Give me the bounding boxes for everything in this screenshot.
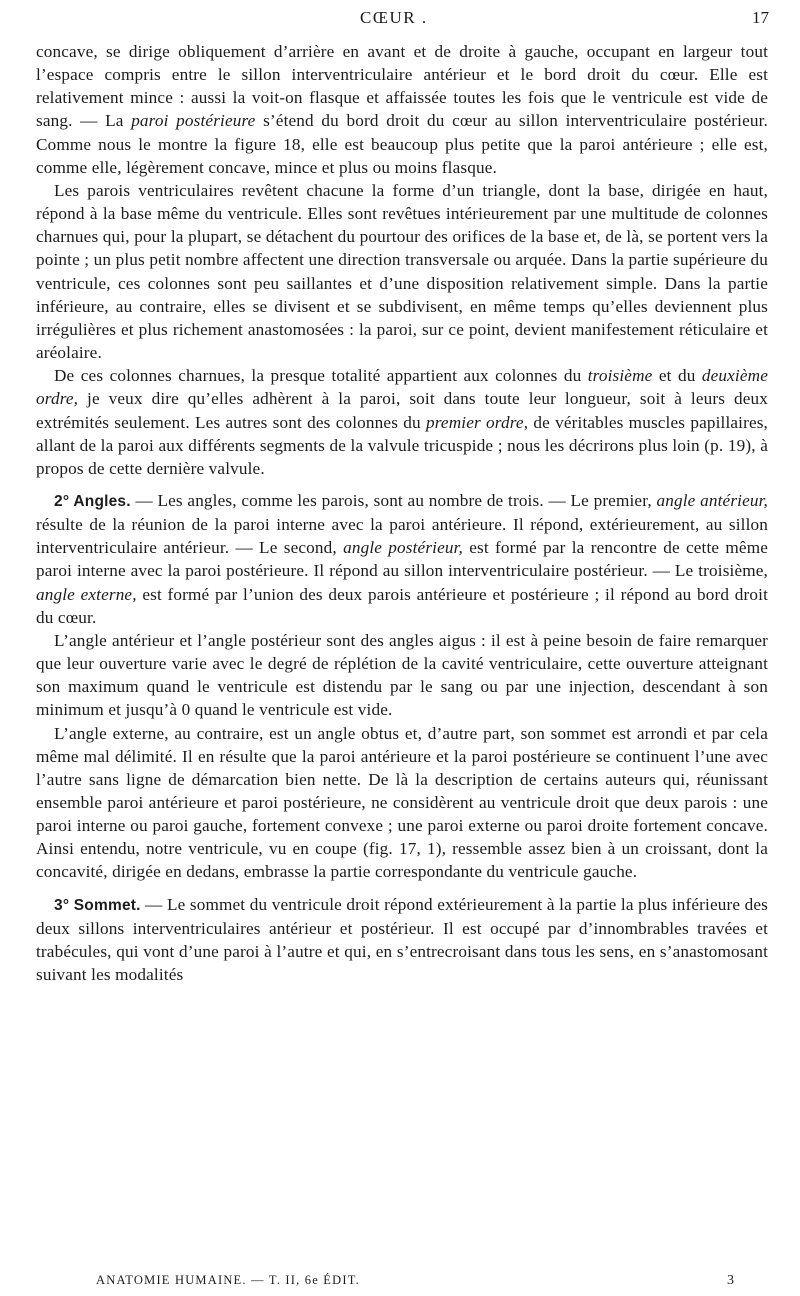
paragraph-text: est formé par la rencontre de cette même paroi interne avec la paroi postérieure. Il répond au sillon interventriculaire postérieur. — Le troisième, (36, 538, 769, 581)
paragraph-angles-aigus (36, 629, 768, 722)
italic-term: angle externe, (36, 584, 137, 604)
page-footer (0, 1273, 800, 1293)
italic-term: angle antérieur, (656, 490, 768, 510)
paragraph-colonnes-charnues (36, 364, 768, 480)
paragraph-text: L’angle antérieur et l’angle postérieur sont des angles aigus : il est à peine besoin de faire remarquer que leur ouverture varie avec le degré de réplétion de la cavité ventriculaire, cette ouverture atteignant son maximum quand le ventricule est distendu par le sang ou par une injection, descendant à son minimum et jusqu’à 0 quand le ventricule est vide. (36, 630, 768, 720)
paragraph-text: Les parois ventriculaires revêtent chacune la forme d’un triangle, dont la base, dirigée en haut, répond à la base même du ventricule. Elles sont revêtues intérieurement par une multitude de colonnes charnues qui, pour la plupart, se détachent du pourtour des orifices de la base et, de là, se portent vers la pointe ; un plus petit nombre affectent une direction transversale ou arquée. Dans la partie supérieure du ventricule, ces colonnes sont peu saillantes et d’une disposition relativement simple. Dans la partie inférieure, au contraire, elles se divisent et se subdivisent, en même temps qu’elles deviennent plus irrégulières et plus richement anastomosées : la paroi, sur ce point, devient manifestement réticulaire et aréolaire. (36, 180, 768, 363)
paragraph-text: L’angle externe, au contraire, est un angle obtus et, d’autre part, son sommet est arrondi et par cela même mal délimité. Il en résulte que la paroi antérieure et la paroi postérieure se continuent l’une avec l’autre sans ligne de démarcation bien nette. De là la description de certains auteurs qui, réunissant ensemble paroi antérieure et paroi postérieure, ne considèrent au ventricule droit que deux parois : une paroi interne ou paroi gauche, fortement convexe ; une paroi externe ou paroi droite fortement concave. Ainsi entendu, notre ventricule, vu en coupe (fig. 17, 1), ressemble assez bien à un croissant, dont la concavité, dirigée en dedans, embrasse la partie correspondante du ventricule gauche. (36, 723, 768, 882)
paragraph-text: De ces colonnes charnues, la presque totalité appartient aux colonnes du (54, 366, 582, 386)
italic-term: troisième (587, 366, 653, 386)
paragraph-text: concave, se dirige obliquement d’arrière en avant et de droite à gauche, occupant en largeur tout l’espace compris entre le sillon interventriculaire antérieur et le bord droit du cœur. Elle est relativement mince : aussi la voit-on flasque et affaissée toutes les fois que le ventricule est vide de sang. — La (36, 42, 768, 131)
section-angles (36, 489, 768, 629)
paragraph-parois-forme (36, 179, 768, 364)
footer-sheet-number: 3 (727, 1273, 736, 1288)
page-number: 17 (752, 8, 769, 27)
section-heading: 2° Angles. (54, 492, 131, 510)
section-sommet (36, 893, 768, 987)
paragraph-continuation (36, 40, 768, 179)
paragraph-text: résulte de la réunion de la paroi interne avec la paroi antérieure. Il répond, extérieurement, au sillon interventriculaire antérieur. — Le second, (36, 515, 768, 558)
paragraph-text: de véritables muscles papillaires, allant de la paroi aux différents segments de la valvule tricuspide ; nous les décrirons plus loin (p. 19), à propos de cette dernière valvule. (36, 412, 769, 478)
paragraph-text: et du (658, 366, 696, 386)
running-title: CŒUR . (360, 8, 428, 27)
paragraph-text: — Les angles, comme les parois, sont au nombre de trois. — Le premier, (135, 490, 652, 510)
running-head (0, 8, 800, 32)
body-text (36, 40, 768, 986)
italic-term: paroi postérieure (131, 111, 256, 131)
italic-term: premier ordre, (425, 412, 529, 432)
paragraph-text: — Le sommet du ventricule droit répond extérieurement à la partie la plus inférieure des deux sillons interventriculaires antérieur et postérieur. Il est occupé par d’innombrables travées et trabécules, qui vont d’une paroi à l’autre et qui, en s’entrecroisant dans tous les sens, en s’anastomosant suivant les modalités (36, 894, 768, 985)
paragraph-angle-externe (36, 722, 768, 884)
footer-signature: ANATOMIE HUMAINE. — T. II, 6e ÉDIT. (96, 1273, 360, 1287)
paragraph-text: s’étend du bord droit du cœur au sillon interventriculaire postérieur. Comme nous le montre la figure 18, elle est beaucoup plus petite que la paroi antérieure ; elle est, comme elle, légèrement concave, mince et plus ou moins flasque. (36, 111, 768, 177)
section-heading: 3° Sommet. (54, 896, 141, 914)
italic-term: deuxième ordre, (36, 366, 768, 409)
paragraph-text: est formé par l’union des deux parois antérieure et postérieure ; il répond au bord droit du cœur. (36, 584, 768, 627)
italic-term: angle postérieur, (343, 538, 463, 558)
paragraph-text: je veux dire qu’elles adhèrent à la paroi, soit dans toute leur longueur, soit à leurs deux extrémités seulement. Les autres sont des colonnes du (36, 389, 768, 432)
